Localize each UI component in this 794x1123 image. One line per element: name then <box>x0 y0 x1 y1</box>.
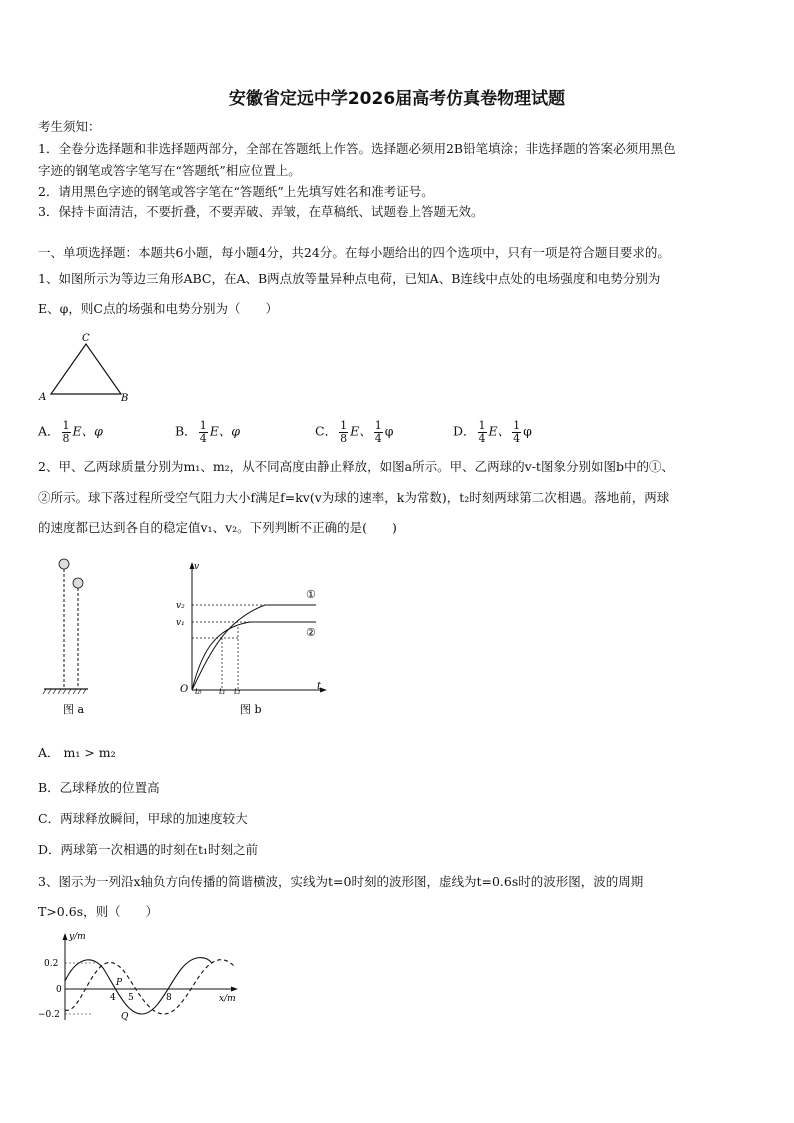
option-key: C． <box>315 423 338 439</box>
wave-solid <box>65 958 212 1014</box>
fraction: $\frac{1}{8}$ <box>62 419 70 445</box>
q3-stem-line-2: T>0.6s，则（ ） <box>38 904 159 919</box>
page-title: 安徽省定远中学2026届高考仿真卷物理试题 <box>228 89 566 109</box>
x-axis-label: x/m <box>219 994 236 1004</box>
q1-stem-line-1: 1、如图所示为等边三角形ABC，在A、B两点放等量异种点电荷，已知A、B连线中点处的电场强度和电势分别为 <box>38 271 661 286</box>
q1-option-a[interactable] <box>38 420 103 444</box>
fraction: $\frac{1}{8}$ <box>340 419 348 445</box>
x-tick-4: 4 <box>110 993 116 1003</box>
wave-dashed <box>65 960 234 1014</box>
axis-label-t: t <box>317 681 322 692</box>
notice-item-2: 2．请用黑色字迹的钢笔或答字笔在“答题纸”上先填写姓名和准考证号。 <box>38 184 434 199</box>
notice-item-3: 3．保持卡面清洁，不要折叠，不要弄破、弄皱，在草稿纸、试题卷上答题无效。 <box>38 204 484 219</box>
q1-option-d[interactable] <box>453 420 532 444</box>
q2-stem-line-3: 的速度都已达到各自的稳定值v₁、v₂。下列判断不正确的是( ) <box>38 520 397 535</box>
fraction: $\frac{1}{4}$ <box>478 419 486 445</box>
q3-stem-line-1: 3、图示为一列沿x轴负方向传播的简谐横波，实线为t=0时刻的波形图，虚线为t=0.6s时的波形图，波的周期 <box>38 874 644 889</box>
y-tick-bottom: −0.2 <box>38 1010 60 1020</box>
option-key: B． <box>175 423 197 439</box>
notice-item-1-line-1: 1．全卷分选择题和非选择题两部分，全部在答题纸上作答。选择题必须用2B铅笔填涂；非选择题的答案必须用黑色 <box>38 141 676 156</box>
section-heading: 一、单项选择题：本题共6小题，每小题4分，共24分。在每小题给出的四个选项中，只有一项是符合题目要求的。 <box>38 245 670 260</box>
curve-label-2: ② <box>306 626 316 639</box>
option-rest: φ <box>523 423 532 439</box>
notice-item-1-line-2: 字迹的钢笔或答字笔写在“答题纸”相应位置上。 <box>38 163 301 178</box>
option-key: D． <box>453 423 476 439</box>
figure-a-caption: 图 a <box>63 703 85 716</box>
figure-b-caption: 图 b <box>240 703 262 716</box>
q2-option-a[interactable]: A． m₁ > m₂ <box>38 745 116 760</box>
q2-option-b[interactable]: B．乙球释放的位置高 <box>38 780 160 795</box>
x-tick-5: 5 <box>128 993 134 1003</box>
y-tick-top: 0.2 <box>44 959 59 969</box>
vt-curve-1 <box>192 605 316 690</box>
label-v1: v₁ <box>176 618 185 628</box>
option-key: A． <box>38 423 60 439</box>
q1-option-b[interactable] <box>175 420 240 444</box>
label-t0: t₀ <box>195 687 202 696</box>
y-tick-zero: 0 <box>56 985 62 995</box>
option-rest: E、φ <box>72 423 103 439</box>
figure-b-vt-graph <box>170 558 330 718</box>
curve-label-1: ① <box>306 588 316 601</box>
notice-heading: 考生须知： <box>38 119 101 134</box>
axis-label-v: v <box>194 562 200 572</box>
y-axis-label: y/m <box>69 932 86 942</box>
option-rest: φ <box>384 423 394 439</box>
fraction: $\frac{1}{4}$ <box>199 419 207 445</box>
option-rest: E、φ <box>209 423 241 439</box>
axis-origin-label: O <box>180 684 189 695</box>
point-label-p: P <box>116 978 123 988</box>
fraction: $\frac{1}{4}$ <box>374 419 382 445</box>
figure-a-drop-balls <box>38 555 108 720</box>
triangle-label-c: C <box>82 333 90 344</box>
fraction: $\frac{1}{4}$ <box>513 419 521 445</box>
triangle-label-b: B <box>121 393 129 404</box>
triangle-figure <box>36 330 136 405</box>
label-v2: v₂ <box>176 601 185 611</box>
vt-curve-2 <box>192 622 316 690</box>
q2-stem-line-1: 2、甲、乙两球质量分别为m₁、m₂，从不同高度由静止释放，如图a所示。甲、乙两球的v-t图象分别如图b中的①、 <box>38 459 674 474</box>
label-t2: t₂ <box>234 687 241 696</box>
q1-stem-line-2: E、φ，则C点的场强和电势分别为（ ） <box>38 301 278 316</box>
x-tick-8: 8 <box>166 993 172 1003</box>
option-mid: E、 <box>488 423 511 439</box>
option-mid: E、 <box>350 423 372 439</box>
q2-stem-line-2: ②所示。球下落过程所受空气阻力大小f满足f=kv(v为球的速率，k为常数)，t₂时刻两球第二次相遇。落地前，两球 <box>38 490 670 505</box>
q1-option-c[interactable] <box>315 420 393 444</box>
label-t1: t₁ <box>219 687 226 696</box>
q3-wave-graph <box>36 928 246 1028</box>
triangle-label-a: A <box>39 392 47 403</box>
q2-option-c[interactable]: C．两球释放瞬间，甲球的加速度较大 <box>38 811 248 826</box>
point-label-q: Q <box>121 1012 129 1022</box>
q2-option-d[interactable]: D．两球第一次相遇的时刻在t₁时刻之前 <box>38 842 259 857</box>
